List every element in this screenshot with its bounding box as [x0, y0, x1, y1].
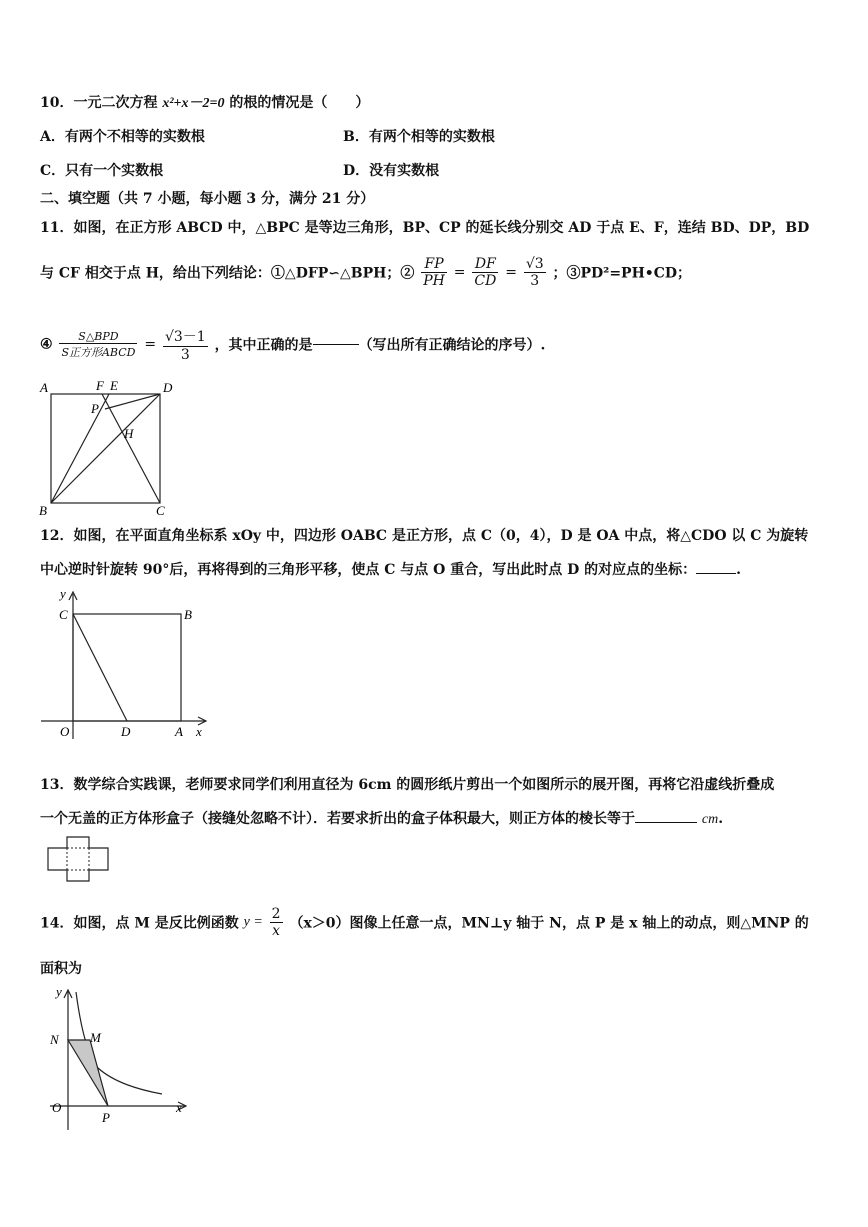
label-p: P — [102, 1110, 110, 1125]
q14-fraction-2-over-x — [270, 906, 283, 939]
segment-be — [51, 394, 109, 503]
frac-num: √3－1 — [163, 326, 208, 347]
equals-sign: = — [505, 264, 517, 281]
label-a: A — [175, 724, 183, 739]
triangle-mnp — [68, 1040, 108, 1106]
label-o: O — [60, 724, 70, 739]
label-e: E — [110, 378, 118, 393]
q12-line2-end: . — [736, 562, 741, 578]
q14-line1-tail: （x＞0）图像上任意一点，MN⊥y 轴于 N，点 P 是 x 轴上的动点，则△MNP 的 — [289, 915, 809, 932]
q13-figure — [44, 836, 114, 882]
frac-num: DF — [472, 256, 498, 273]
q13-line1: 13．数学综合实践课，老师要求同学们利用直径为 6cm 的圆形纸片剪出一个如图所示的展开图，再将它沿虚线折叠成 — [40, 777, 775, 793]
label-d: D — [121, 724, 131, 739]
q11-fraction-area-ratio — [59, 330, 137, 360]
q11-fraction-sqrt3-minus1 — [163, 326, 208, 363]
label-a: A — [40, 380, 48, 395]
frac-num: S△BPD — [59, 330, 137, 344]
frac-num: 2 — [271, 906, 281, 922]
q14-line1 — [40, 906, 809, 939]
q10-option-d: D．没有实数根 — [343, 163, 440, 179]
q11-line2-text: 与 CF 相交于点 H，给出下列结论：①△DFP∽△BPH；② — [40, 265, 415, 282]
label-x: x — [176, 1100, 182, 1115]
q10-stem-text: 10．一元二次方程 — [40, 95, 163, 111]
q10-stem-tail: 的根的情况是（ ） — [224, 95, 370, 111]
net-outline — [48, 837, 108, 881]
label-c: C — [59, 607, 68, 622]
q14-figure — [40, 982, 200, 1132]
circled-four: ④ — [40, 336, 53, 353]
label-x: x — [196, 724, 202, 739]
q12-line2 — [40, 559, 741, 579]
square-oabc — [73, 614, 181, 721]
segment-bd — [51, 394, 160, 503]
frac-den: S正方形ABCD — [61, 345, 136, 359]
q12-line2-text: 中心逆时针旋转 90°后，再将得到的三角形平移，使点 C 与点 O 重合，写出此时点 D 的对应点的坐标： — [40, 562, 697, 578]
answer-blank — [313, 344, 359, 345]
section-heading: 二、填空题（共 7 小题，每小题 3 分，满分 21 分） — [40, 191, 375, 207]
q12-figure — [36, 584, 216, 744]
equals-sign: = — [453, 264, 466, 281]
frac-num: FP — [421, 256, 447, 273]
label-p: P — [91, 401, 99, 416]
segment-cd — [73, 614, 127, 721]
q11-line1: 11．如图，在正方形 ABCD 中，△BPC 是等边三角形，BP、CP 的延长线分别交 AD 于点 E、F，连结 BD、DP，BD — [40, 220, 810, 236]
segment-cf — [102, 394, 160, 503]
label-b: B — [184, 607, 192, 622]
label-f: F — [96, 378, 104, 393]
q10-option-b: B．有两个相等的实数根 — [343, 129, 495, 145]
frac-den: CD — [474, 273, 497, 289]
label-y: y — [60, 586, 66, 601]
q11-line2-tail: ；③PD²=PH•CD； — [552, 265, 692, 282]
frac-den: 3 — [530, 273, 540, 289]
label-y: y — [56, 984, 62, 999]
q11-fraction-sqrt3-3 — [524, 256, 546, 289]
q10-option-c: C．只有一个实数根 — [40, 163, 164, 179]
q13-line2 — [40, 808, 723, 828]
q14-line1-text: 14．如图，点 M 是反比例函数 — [40, 915, 244, 932]
q10-equation: x²+x－2=0 — [162, 96, 225, 111]
q11-line2 — [40, 256, 691, 289]
answer-blank — [635, 822, 697, 823]
label-c: C — [156, 503, 165, 516]
frac-den: PH — [423, 273, 445, 289]
q13-line2-text: 一个无盖的正方体形盒子（接缝处忽略不计）．若要求折出的盒子体积最大，则正方体的棱长等于 — [40, 811, 635, 827]
q13-line2-end: . — [718, 811, 724, 827]
q11-figure — [36, 376, 176, 516]
label-m: M — [90, 1030, 101, 1045]
q11-line3 — [40, 326, 545, 363]
label-o: O — [52, 1100, 62, 1115]
q10-option-a: A．有两个不相等的实数根 — [40, 129, 205, 145]
q12-line1: 12．如图，在平面直角坐标系 xOy 中，四边形 OABC 是正方形，点 C（0，4），D 是 OA 中点，将△CDO 以 C 为旋转 — [40, 528, 809, 544]
q11-line3-text: ，其中正确的是 — [214, 337, 313, 354]
frac-num: √3 — [525, 256, 544, 272]
q14-function-lhs: y = — [243, 914, 263, 930]
q11-line3-tail: （写出所有正确结论的序号）. — [358, 337, 546, 354]
q11-fraction-fp-ph — [421, 256, 447, 289]
label-n: N — [50, 1032, 59, 1047]
frac-den: x — [272, 923, 281, 939]
label-h: H — [124, 426, 134, 441]
label-b: B — [39, 503, 47, 516]
frac-den: 3 — [180, 347, 190, 363]
q11-fraction-df-cd — [472, 256, 498, 289]
unit-cm: cm — [701, 812, 719, 827]
q14-line2: 面积为 — [40, 961, 82, 977]
q10-stem — [40, 92, 369, 112]
equals-sign: = — [144, 336, 157, 353]
label-d: D — [163, 380, 173, 395]
answer-blank — [696, 573, 736, 574]
